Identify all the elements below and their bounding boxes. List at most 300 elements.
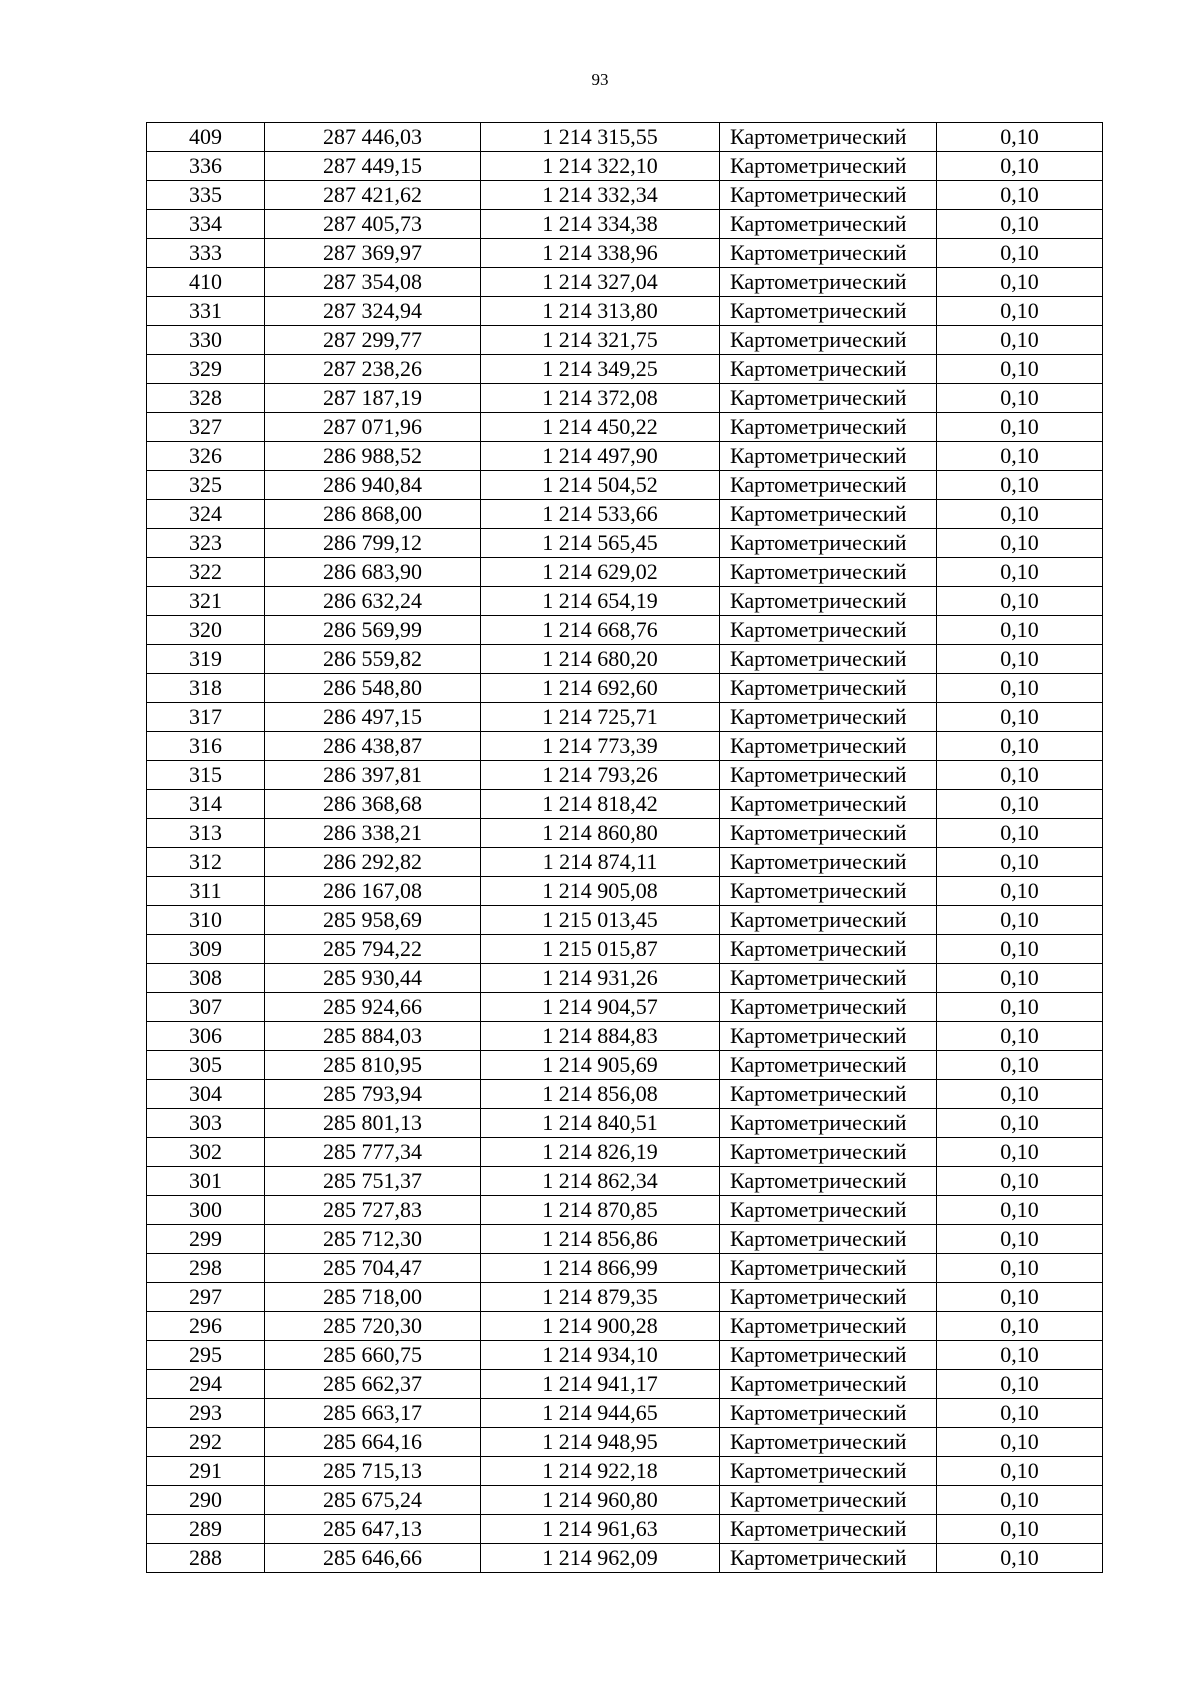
point-number-cell: 409 xyxy=(147,123,265,152)
x-coordinate-cell: 286 292,82 xyxy=(265,848,481,877)
x-coordinate-cell: 285 704,47 xyxy=(265,1254,481,1283)
y-coordinate-cell: 1 214 773,39 xyxy=(481,732,720,761)
table-row xyxy=(147,384,1103,413)
method-cell: Картометрический xyxy=(720,790,937,819)
point-number-cell: 331 xyxy=(147,297,265,326)
table-row xyxy=(147,442,1103,471)
table-row xyxy=(147,674,1103,703)
table-row xyxy=(147,790,1103,819)
table-row xyxy=(147,587,1103,616)
accuracy-cell: 0,10 xyxy=(937,1196,1103,1225)
y-coordinate-cell: 1 214 315,55 xyxy=(481,123,720,152)
table-row xyxy=(147,819,1103,848)
x-coordinate-cell: 285 715,13 xyxy=(265,1457,481,1486)
x-coordinate-cell: 286 569,99 xyxy=(265,616,481,645)
x-coordinate-cell: 286 497,15 xyxy=(265,703,481,732)
point-number-cell: 327 xyxy=(147,413,265,442)
table-row xyxy=(147,1457,1103,1486)
x-coordinate-cell: 287 071,96 xyxy=(265,413,481,442)
y-coordinate-cell: 1 214 680,20 xyxy=(481,645,720,674)
method-cell: Картометрический xyxy=(720,674,937,703)
accuracy-cell: 0,10 xyxy=(937,471,1103,500)
method-cell: Картометрический xyxy=(720,471,937,500)
accuracy-cell: 0,10 xyxy=(937,1080,1103,1109)
x-coordinate-cell: 286 683,90 xyxy=(265,558,481,587)
accuracy-cell: 0,10 xyxy=(937,1312,1103,1341)
x-coordinate-cell: 287 187,19 xyxy=(265,384,481,413)
point-number-cell: 309 xyxy=(147,935,265,964)
method-cell: Картометрический xyxy=(720,297,937,326)
table-row xyxy=(147,1370,1103,1399)
method-cell: Картометрический xyxy=(720,1399,937,1428)
y-coordinate-cell: 1 214 905,69 xyxy=(481,1051,720,1080)
x-coordinate-cell: 286 338,21 xyxy=(265,819,481,848)
method-cell: Картометрический xyxy=(720,413,937,442)
accuracy-cell: 0,10 xyxy=(937,558,1103,587)
accuracy-cell: 0,10 xyxy=(937,1109,1103,1138)
method-cell: Картометрический xyxy=(720,1283,937,1312)
y-coordinate-cell: 1 214 862,34 xyxy=(481,1167,720,1196)
method-cell: Картометрический xyxy=(720,1080,937,1109)
accuracy-cell: 0,10 xyxy=(937,906,1103,935)
table-row xyxy=(147,1486,1103,1515)
method-cell: Картометрический xyxy=(720,1196,937,1225)
table-row xyxy=(147,529,1103,558)
accuracy-cell: 0,10 xyxy=(937,1225,1103,1254)
coordinates-table-body xyxy=(147,123,1103,1573)
method-cell: Картометрический xyxy=(720,1254,937,1283)
y-coordinate-cell: 1 214 931,26 xyxy=(481,964,720,993)
y-coordinate-cell: 1 214 961,63 xyxy=(481,1515,720,1544)
method-cell: Картометрический xyxy=(720,1515,937,1544)
method-cell: Картометрический xyxy=(720,558,937,587)
x-coordinate-cell: 285 718,00 xyxy=(265,1283,481,1312)
point-number-cell: 303 xyxy=(147,1109,265,1138)
y-coordinate-cell: 1 214 793,26 xyxy=(481,761,720,790)
point-number-cell: 298 xyxy=(147,1254,265,1283)
table-row xyxy=(147,616,1103,645)
accuracy-cell: 0,10 xyxy=(937,935,1103,964)
y-coordinate-cell: 1 214 725,71 xyxy=(481,703,720,732)
accuracy-cell: 0,10 xyxy=(937,964,1103,993)
y-coordinate-cell: 1 214 941,17 xyxy=(481,1370,720,1399)
method-cell: Картометрический xyxy=(720,152,937,181)
point-number-cell: 299 xyxy=(147,1225,265,1254)
method-cell: Картометрический xyxy=(720,587,937,616)
accuracy-cell: 0,10 xyxy=(937,413,1103,442)
accuracy-cell: 0,10 xyxy=(937,239,1103,268)
y-coordinate-cell: 1 214 934,10 xyxy=(481,1341,720,1370)
accuracy-cell: 0,10 xyxy=(937,1457,1103,1486)
point-number-cell: 314 xyxy=(147,790,265,819)
method-cell: Картометрический xyxy=(720,355,937,384)
table-row xyxy=(147,935,1103,964)
table-row xyxy=(147,1196,1103,1225)
table-row xyxy=(147,326,1103,355)
x-coordinate-cell: 285 793,94 xyxy=(265,1080,481,1109)
table-row xyxy=(147,645,1103,674)
point-number-cell: 336 xyxy=(147,152,265,181)
table-row xyxy=(147,848,1103,877)
y-coordinate-cell: 1 214 629,02 xyxy=(481,558,720,587)
x-coordinate-cell: 287 405,73 xyxy=(265,210,481,239)
accuracy-cell: 0,10 xyxy=(937,1544,1103,1573)
point-number-cell: 310 xyxy=(147,906,265,935)
y-coordinate-cell: 1 214 948,95 xyxy=(481,1428,720,1457)
table-row xyxy=(147,761,1103,790)
y-coordinate-cell: 1 214 322,10 xyxy=(481,152,720,181)
x-coordinate-cell: 287 449,15 xyxy=(265,152,481,181)
point-number-cell: 304 xyxy=(147,1080,265,1109)
x-coordinate-cell: 285 646,66 xyxy=(265,1544,481,1573)
x-coordinate-cell: 285 810,95 xyxy=(265,1051,481,1080)
accuracy-cell: 0,10 xyxy=(937,645,1103,674)
y-coordinate-cell: 1 214 860,80 xyxy=(481,819,720,848)
x-coordinate-cell: 287 324,94 xyxy=(265,297,481,326)
method-cell: Картометрический xyxy=(720,384,937,413)
accuracy-cell: 0,10 xyxy=(937,848,1103,877)
y-coordinate-cell: 1 214 904,57 xyxy=(481,993,720,1022)
accuracy-cell: 0,10 xyxy=(937,761,1103,790)
accuracy-cell: 0,10 xyxy=(937,181,1103,210)
method-cell: Картометрический xyxy=(720,964,937,993)
method-cell: Картометрический xyxy=(720,1109,937,1138)
method-cell: Картометрический xyxy=(720,442,937,471)
x-coordinate-cell: 285 647,13 xyxy=(265,1515,481,1544)
x-coordinate-cell: 285 720,30 xyxy=(265,1312,481,1341)
point-number-cell: 317 xyxy=(147,703,265,732)
point-number-cell: 333 xyxy=(147,239,265,268)
x-coordinate-cell: 287 238,26 xyxy=(265,355,481,384)
point-number-cell: 301 xyxy=(147,1167,265,1196)
method-cell: Картометрический xyxy=(720,181,937,210)
method-cell: Картометрический xyxy=(720,529,937,558)
accuracy-cell: 0,10 xyxy=(937,1370,1103,1399)
accuracy-cell: 0,10 xyxy=(937,1399,1103,1428)
method-cell: Картометрический xyxy=(720,500,937,529)
x-coordinate-cell: 286 940,84 xyxy=(265,471,481,500)
point-number-cell: 329 xyxy=(147,355,265,384)
point-number-cell: 306 xyxy=(147,1022,265,1051)
x-coordinate-cell: 285 663,17 xyxy=(265,1399,481,1428)
table-row xyxy=(147,1051,1103,1080)
y-coordinate-cell: 1 214 944,65 xyxy=(481,1399,720,1428)
method-cell: Картометрический xyxy=(720,1370,937,1399)
accuracy-cell: 0,10 xyxy=(937,1254,1103,1283)
y-coordinate-cell: 1 214 504,52 xyxy=(481,471,720,500)
table-row xyxy=(147,413,1103,442)
point-number-cell: 335 xyxy=(147,181,265,210)
x-coordinate-cell: 286 559,82 xyxy=(265,645,481,674)
x-coordinate-cell: 286 799,12 xyxy=(265,529,481,558)
point-number-cell: 288 xyxy=(147,1544,265,1573)
point-number-cell: 334 xyxy=(147,210,265,239)
y-coordinate-cell: 1 214 960,80 xyxy=(481,1486,720,1515)
method-cell: Картометрический xyxy=(720,906,937,935)
accuracy-cell: 0,10 xyxy=(937,1515,1103,1544)
x-coordinate-cell: 285 930,44 xyxy=(265,964,481,993)
x-coordinate-cell: 285 924,66 xyxy=(265,993,481,1022)
point-number-cell: 323 xyxy=(147,529,265,558)
table-row xyxy=(147,471,1103,500)
x-coordinate-cell: 285 727,83 xyxy=(265,1196,481,1225)
accuracy-cell: 0,10 xyxy=(937,1051,1103,1080)
point-number-cell: 318 xyxy=(147,674,265,703)
point-number-cell: 295 xyxy=(147,1341,265,1370)
method-cell: Картометрический xyxy=(720,1341,937,1370)
y-coordinate-cell: 1 214 313,80 xyxy=(481,297,720,326)
table-row xyxy=(147,732,1103,761)
method-cell: Картометрический xyxy=(720,1486,937,1515)
x-coordinate-cell: 287 446,03 xyxy=(265,123,481,152)
accuracy-cell: 0,10 xyxy=(937,268,1103,297)
accuracy-cell: 0,10 xyxy=(937,703,1103,732)
point-number-cell: 321 xyxy=(147,587,265,616)
x-coordinate-cell: 286 368,68 xyxy=(265,790,481,819)
table-row xyxy=(147,1312,1103,1341)
accuracy-cell: 0,10 xyxy=(937,1167,1103,1196)
accuracy-cell: 0,10 xyxy=(937,210,1103,239)
y-coordinate-cell: 1 214 668,76 xyxy=(481,616,720,645)
y-coordinate-cell: 1 214 900,28 xyxy=(481,1312,720,1341)
table-row xyxy=(147,297,1103,326)
accuracy-cell: 0,10 xyxy=(937,616,1103,645)
x-coordinate-cell: 285 794,22 xyxy=(265,935,481,964)
method-cell: Картометрический xyxy=(720,819,937,848)
x-coordinate-cell: 285 662,37 xyxy=(265,1370,481,1399)
point-number-cell: 324 xyxy=(147,500,265,529)
table-row xyxy=(147,1399,1103,1428)
table-row xyxy=(147,964,1103,993)
point-number-cell: 326 xyxy=(147,442,265,471)
point-number-cell: 315 xyxy=(147,761,265,790)
y-coordinate-cell: 1 214 874,11 xyxy=(481,848,720,877)
table-row xyxy=(147,1080,1103,1109)
method-cell: Картометрический xyxy=(720,1022,937,1051)
y-coordinate-cell: 1 215 013,45 xyxy=(481,906,720,935)
x-coordinate-cell: 285 712,30 xyxy=(265,1225,481,1254)
accuracy-cell: 0,10 xyxy=(937,442,1103,471)
method-cell: Картометрический xyxy=(720,123,937,152)
table-row xyxy=(147,1138,1103,1167)
x-coordinate-cell: 285 958,69 xyxy=(265,906,481,935)
y-coordinate-cell: 1 214 450,22 xyxy=(481,413,720,442)
point-number-cell: 322 xyxy=(147,558,265,587)
table-row xyxy=(147,355,1103,384)
x-coordinate-cell: 285 660,75 xyxy=(265,1341,481,1370)
method-cell: Картометрический xyxy=(720,210,937,239)
method-cell: Картометрический xyxy=(720,1167,937,1196)
point-number-cell: 290 xyxy=(147,1486,265,1515)
point-number-cell: 320 xyxy=(147,616,265,645)
accuracy-cell: 0,10 xyxy=(937,500,1103,529)
method-cell: Картометрический xyxy=(720,848,937,877)
point-number-cell: 316 xyxy=(147,732,265,761)
y-coordinate-cell: 1 214 962,09 xyxy=(481,1544,720,1573)
table-row xyxy=(147,1544,1103,1573)
accuracy-cell: 0,10 xyxy=(937,355,1103,384)
x-coordinate-cell: 287 369,97 xyxy=(265,239,481,268)
method-cell: Картометрический xyxy=(720,877,937,906)
point-number-cell: 297 xyxy=(147,1283,265,1312)
table-row xyxy=(147,1283,1103,1312)
method-cell: Картометрический xyxy=(720,732,937,761)
point-number-cell: 293 xyxy=(147,1399,265,1428)
y-coordinate-cell: 1 215 015,87 xyxy=(481,935,720,964)
x-coordinate-cell: 287 299,77 xyxy=(265,326,481,355)
point-number-cell: 319 xyxy=(147,645,265,674)
method-cell: Картометрический xyxy=(720,1428,937,1457)
method-cell: Картометрический xyxy=(720,703,937,732)
table-row xyxy=(147,123,1103,152)
table-row xyxy=(147,1225,1103,1254)
method-cell: Картометрический xyxy=(720,1544,937,1573)
method-cell: Картометрический xyxy=(720,239,937,268)
accuracy-cell: 0,10 xyxy=(937,1341,1103,1370)
method-cell: Картометрический xyxy=(720,1457,937,1486)
point-number-cell: 311 xyxy=(147,877,265,906)
table-row xyxy=(147,239,1103,268)
accuracy-cell: 0,10 xyxy=(937,587,1103,616)
accuracy-cell: 0,10 xyxy=(937,1283,1103,1312)
method-cell: Картометрический xyxy=(720,1138,937,1167)
table-row xyxy=(147,1515,1103,1544)
method-cell: Картометрический xyxy=(720,761,937,790)
accuracy-cell: 0,10 xyxy=(937,674,1103,703)
y-coordinate-cell: 1 214 922,18 xyxy=(481,1457,720,1486)
point-number-cell: 328 xyxy=(147,384,265,413)
y-coordinate-cell: 1 214 818,42 xyxy=(481,790,720,819)
coordinates-table xyxy=(146,122,1103,1573)
x-coordinate-cell: 285 675,24 xyxy=(265,1486,481,1515)
y-coordinate-cell: 1 214 497,90 xyxy=(481,442,720,471)
y-coordinate-cell: 1 214 349,25 xyxy=(481,355,720,384)
method-cell: Картометрический xyxy=(720,326,937,355)
accuracy-cell: 0,10 xyxy=(937,1138,1103,1167)
accuracy-cell: 0,10 xyxy=(937,384,1103,413)
method-cell: Картометрический xyxy=(720,1312,937,1341)
point-number-cell: 410 xyxy=(147,268,265,297)
table-row xyxy=(147,500,1103,529)
x-coordinate-cell: 287 421,62 xyxy=(265,181,481,210)
point-number-cell: 291 xyxy=(147,1457,265,1486)
accuracy-cell: 0,10 xyxy=(937,819,1103,848)
table-row xyxy=(147,152,1103,181)
accuracy-cell: 0,10 xyxy=(937,326,1103,355)
point-number-cell: 300 xyxy=(147,1196,265,1225)
x-coordinate-cell: 286 438,87 xyxy=(265,732,481,761)
y-coordinate-cell: 1 214 692,60 xyxy=(481,674,720,703)
point-number-cell: 302 xyxy=(147,1138,265,1167)
accuracy-cell: 0,10 xyxy=(937,297,1103,326)
table-row xyxy=(147,1109,1103,1138)
table-row xyxy=(147,558,1103,587)
table-row xyxy=(147,906,1103,935)
accuracy-cell: 0,10 xyxy=(937,993,1103,1022)
y-coordinate-cell: 1 214 856,86 xyxy=(481,1225,720,1254)
y-coordinate-cell: 1 214 654,19 xyxy=(481,587,720,616)
accuracy-cell: 0,10 xyxy=(937,123,1103,152)
x-coordinate-cell: 287 354,08 xyxy=(265,268,481,297)
y-coordinate-cell: 1 214 565,45 xyxy=(481,529,720,558)
x-coordinate-cell: 285 777,34 xyxy=(265,1138,481,1167)
x-coordinate-cell: 286 988,52 xyxy=(265,442,481,471)
table-row xyxy=(147,993,1103,1022)
x-coordinate-cell: 286 868,00 xyxy=(265,500,481,529)
method-cell: Картометрический xyxy=(720,993,937,1022)
table-row xyxy=(147,1167,1103,1196)
y-coordinate-cell: 1 214 334,38 xyxy=(481,210,720,239)
y-coordinate-cell: 1 214 905,08 xyxy=(481,877,720,906)
point-number-cell: 294 xyxy=(147,1370,265,1399)
accuracy-cell: 0,10 xyxy=(937,529,1103,558)
accuracy-cell: 0,10 xyxy=(937,1022,1103,1051)
point-number-cell: 289 xyxy=(147,1515,265,1544)
y-coordinate-cell: 1 214 856,08 xyxy=(481,1080,720,1109)
y-coordinate-cell: 1 214 840,51 xyxy=(481,1109,720,1138)
accuracy-cell: 0,10 xyxy=(937,877,1103,906)
method-cell: Картометрический xyxy=(720,1225,937,1254)
point-number-cell: 292 xyxy=(147,1428,265,1457)
table-row xyxy=(147,181,1103,210)
accuracy-cell: 0,10 xyxy=(937,1428,1103,1457)
table-row xyxy=(147,703,1103,732)
point-number-cell: 305 xyxy=(147,1051,265,1080)
y-coordinate-cell: 1 214 327,04 xyxy=(481,268,720,297)
y-coordinate-cell: 1 214 338,96 xyxy=(481,239,720,268)
table-row xyxy=(147,210,1103,239)
y-coordinate-cell: 1 214 321,75 xyxy=(481,326,720,355)
method-cell: Картометрический xyxy=(720,268,937,297)
x-coordinate-cell: 285 801,13 xyxy=(265,1109,481,1138)
x-coordinate-cell: 286 632,24 xyxy=(265,587,481,616)
x-coordinate-cell: 285 884,03 xyxy=(265,1022,481,1051)
x-coordinate-cell: 286 548,80 xyxy=(265,674,481,703)
method-cell: Картометрический xyxy=(720,1051,937,1080)
x-coordinate-cell: 286 167,08 xyxy=(265,877,481,906)
point-number-cell: 308 xyxy=(147,964,265,993)
y-coordinate-cell: 1 214 879,35 xyxy=(481,1283,720,1312)
y-coordinate-cell: 1 214 866,99 xyxy=(481,1254,720,1283)
method-cell: Картометрический xyxy=(720,935,937,964)
method-cell: Картометрический xyxy=(720,616,937,645)
table-row xyxy=(147,1254,1103,1283)
x-coordinate-cell: 285 664,16 xyxy=(265,1428,481,1457)
point-number-cell: 325 xyxy=(147,471,265,500)
table-row xyxy=(147,1341,1103,1370)
y-coordinate-cell: 1 214 372,08 xyxy=(481,384,720,413)
table-row xyxy=(147,877,1103,906)
y-coordinate-cell: 1 214 870,85 xyxy=(481,1196,720,1225)
point-number-cell: 312 xyxy=(147,848,265,877)
x-coordinate-cell: 286 397,81 xyxy=(265,761,481,790)
table-row xyxy=(147,1022,1103,1051)
page-number: 93 xyxy=(591,70,609,89)
accuracy-cell: 0,10 xyxy=(937,790,1103,819)
x-coordinate-cell: 285 751,37 xyxy=(265,1167,481,1196)
point-number-cell: 330 xyxy=(147,326,265,355)
point-number-cell: 307 xyxy=(147,993,265,1022)
y-coordinate-cell: 1 214 826,19 xyxy=(481,1138,720,1167)
y-coordinate-cell: 1 214 884,83 xyxy=(481,1022,720,1051)
table-row xyxy=(147,268,1103,297)
y-coordinate-cell: 1 214 533,66 xyxy=(481,500,720,529)
accuracy-cell: 0,10 xyxy=(937,732,1103,761)
accuracy-cell: 0,10 xyxy=(937,1486,1103,1515)
point-number-cell: 296 xyxy=(147,1312,265,1341)
table-row xyxy=(147,1428,1103,1457)
point-number-cell: 313 xyxy=(147,819,265,848)
